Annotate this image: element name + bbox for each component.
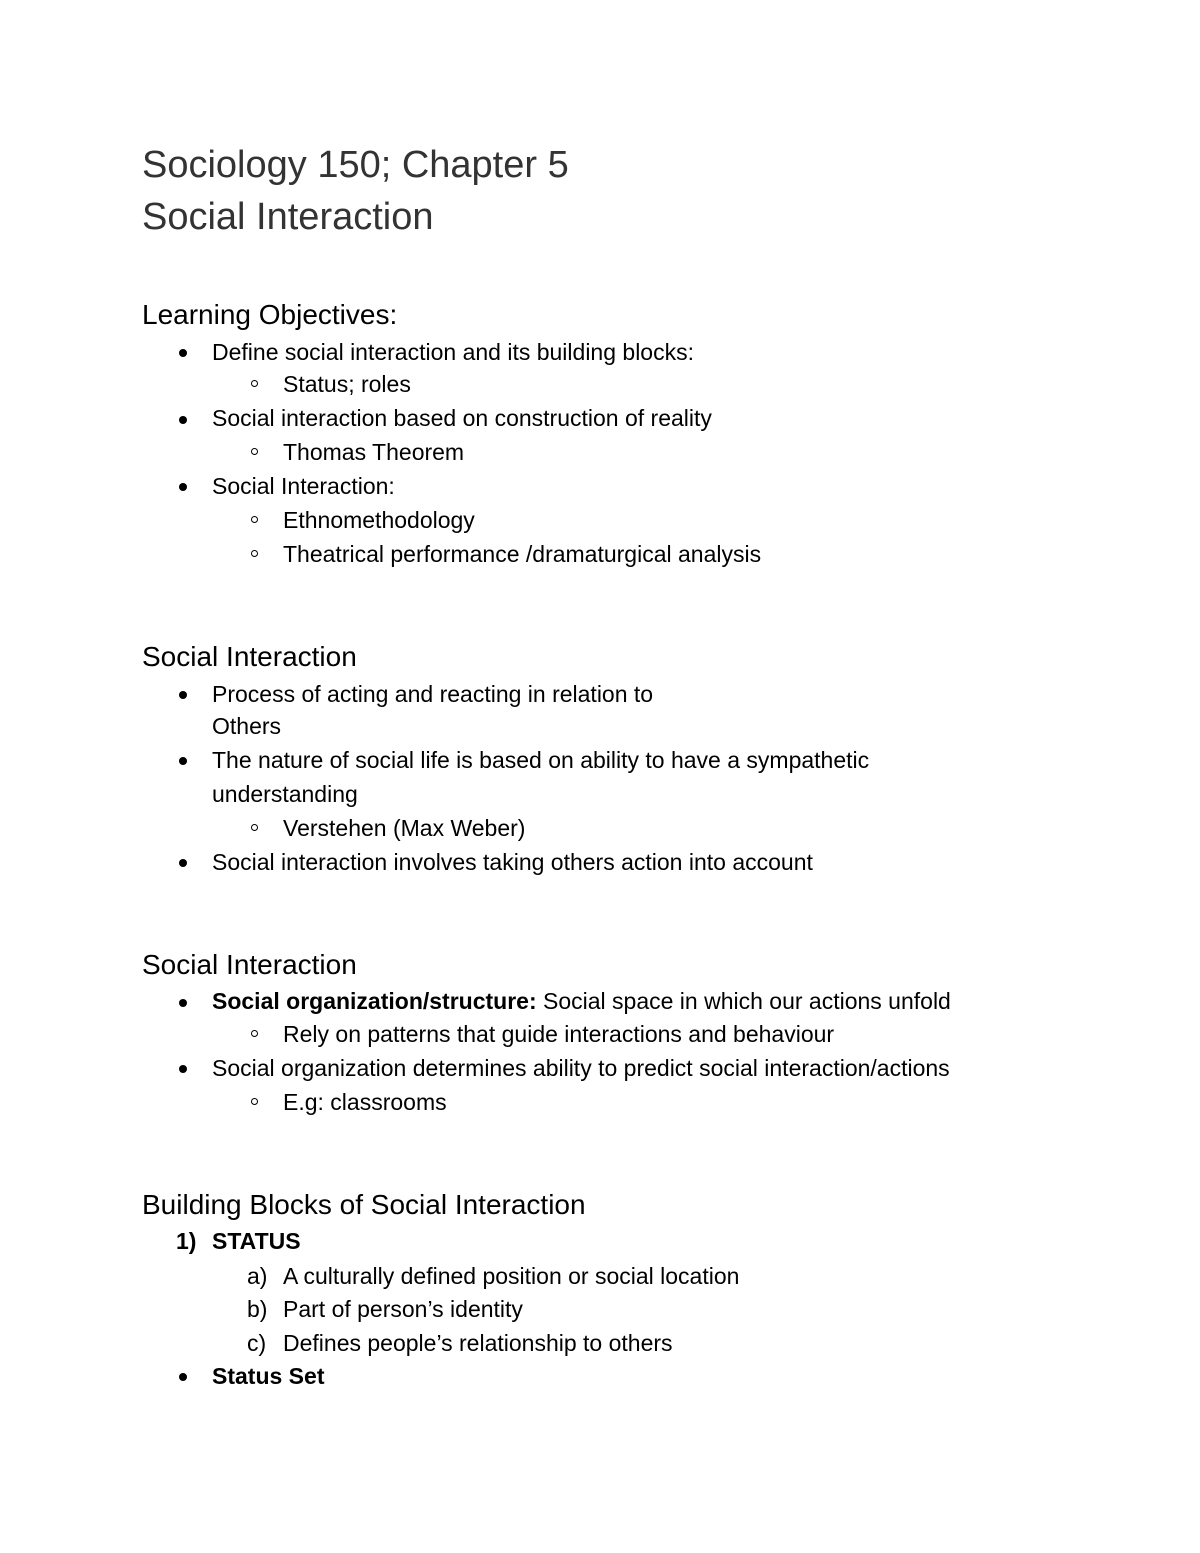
sub-item-marker: a): [247, 1263, 268, 1289]
circle-bullet-icon: [251, 448, 258, 455]
sub-item-marker: c): [247, 1330, 267, 1356]
list-item: Theatrical performance /dramaturgical analysis: [283, 541, 762, 567]
status-set-label: Status Set: [212, 1363, 325, 1389]
section-heading: Social Interaction: [142, 641, 357, 672]
section-heading: Building Blocks of Social Interaction: [142, 1189, 586, 1220]
bullet-icon: [179, 1373, 187, 1381]
circle-bullet-icon: [251, 516, 258, 523]
list-item: Social Interaction:: [212, 473, 395, 499]
bullet-icon: [179, 999, 187, 1007]
list-item: E.g: classrooms: [283, 1089, 447, 1115]
circle-bullet-icon: [251, 550, 258, 557]
sub-item: Defines people’s relationship to others: [283, 1330, 673, 1356]
objectives-heading: Learning Objectives:: [142, 299, 398, 330]
circle-bullet-icon: [251, 1030, 258, 1037]
bullet-icon: [179, 416, 187, 424]
bold-term: Social organization/structure:: [212, 988, 537, 1014]
bullet-icon: [179, 757, 187, 765]
list-item: The nature of social life is based on ability to have a sympathetic: [212, 747, 870, 773]
bullet-icon: [179, 691, 187, 699]
bullet-icon: [179, 1065, 187, 1073]
section-heading: Social Interaction: [142, 949, 357, 980]
list-item: Status; roles: [283, 371, 411, 397]
sub-item: A culturally defined position or social location: [283, 1263, 740, 1289]
numbered-marker: 1): [176, 1228, 197, 1254]
circle-bullet-icon: [251, 824, 258, 831]
bullet-icon: [179, 859, 187, 867]
list-item: Ethnomethodology: [283, 507, 475, 533]
list-item: [212, 990, 951, 1013]
list-item: Thomas Theorem: [283, 439, 465, 465]
list-item: Social interaction based on construction of reality: [212, 405, 712, 431]
sub-item: Part of person’s identity: [283, 1296, 523, 1322]
list-item-continuation: understanding: [212, 781, 358, 807]
term-definition: Social space in which our actions unfold: [536, 988, 951, 1014]
list-item: Social organization determines ability to predict social interaction/actions: [212, 1055, 950, 1081]
list-item-continuation: Others: [212, 713, 282, 739]
list-item: Verstehen (Max Weber): [283, 815, 526, 841]
list-item: Social interaction involves taking others action into account: [212, 849, 813, 875]
sub-item-marker: b): [247, 1296, 268, 1322]
list-item: Rely on patterns that guide interactions and behaviour: [283, 1021, 835, 1047]
doc-title: Sociology 150; Chapter 5: [142, 144, 569, 186]
list-item: Define social interaction and its building blocks:: [212, 339, 694, 365]
circle-bullet-icon: [251, 380, 258, 387]
bullet-icon: [179, 349, 187, 357]
list-item: Process of acting and reacting in relation to: [212, 681, 654, 707]
status-label: STATUS: [212, 1228, 301, 1254]
bullet-icon: [179, 483, 187, 491]
doc-subtitle: Social Interaction: [142, 196, 434, 238]
circle-bullet-icon: [251, 1098, 258, 1105]
